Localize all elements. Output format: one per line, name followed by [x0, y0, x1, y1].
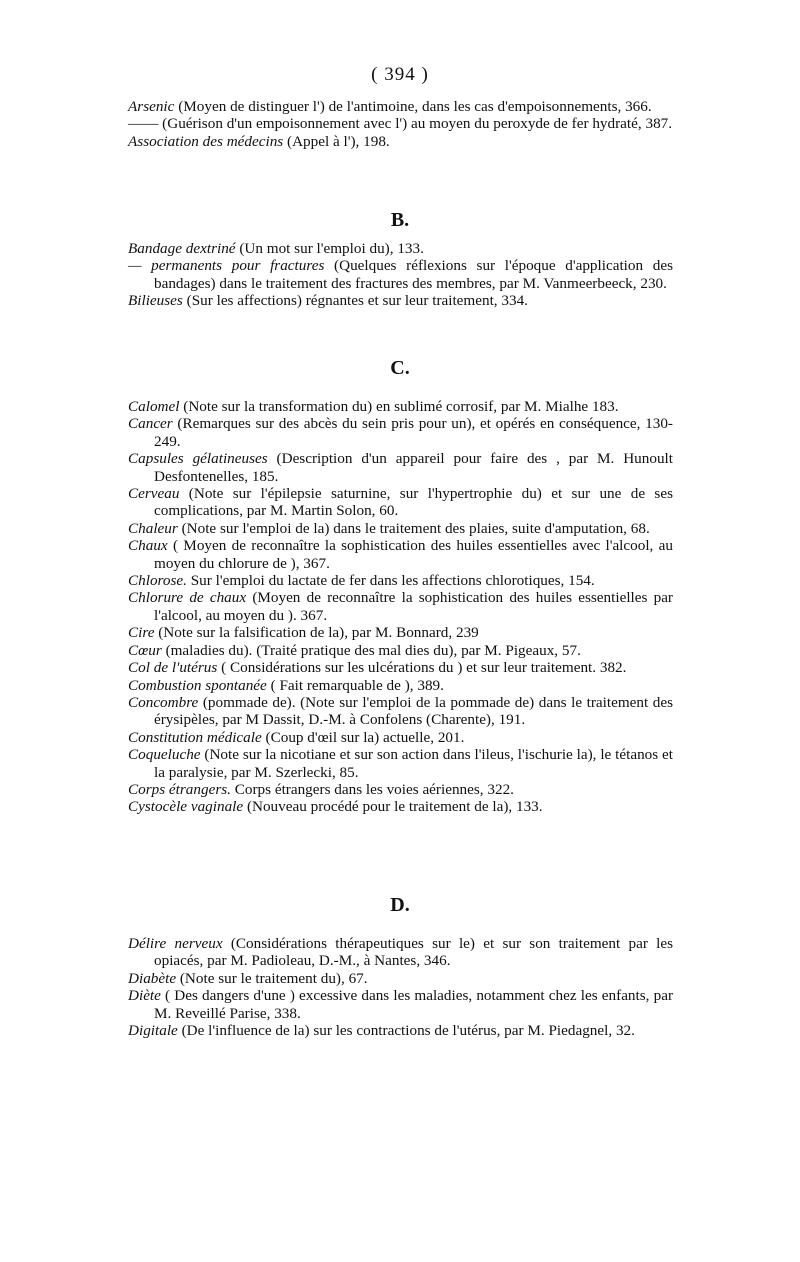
index-entry	[128, 589, 673, 624]
entry-text: (Moyen de reconnaître la sophistication des huiles essentielles par l'alcool, au moyen du ). 367.	[154, 589, 673, 624]
entry-term: Col de l'utérus	[128, 659, 218, 677]
entry-term: — permanents pour fractures	[128, 257, 325, 275]
entry-term: ——	[128, 115, 159, 133]
entry-term: Coqueluche	[128, 746, 201, 764]
entry-text: (Appel à l'), 198.	[283, 132, 390, 150]
entry-text: (Note sur l'emploi de la) dans le traitement des plaies, suite d'amputation, 68.	[177, 519, 650, 537]
entry-text: (Note sur le traitement du), 67.	[176, 969, 368, 987]
index-entry	[128, 1022, 673, 1039]
index-entry	[128, 537, 673, 572]
index-entry	[128, 642, 673, 659]
index-entry	[128, 987, 673, 1022]
entry-term: Chlorure de chaux	[128, 589, 247, 607]
index-entry	[128, 677, 673, 694]
entry-term: Cœur	[128, 641, 162, 659]
entry-text: (Nouveau procédé pour le traitement de la), 133.	[243, 798, 543, 816]
page-number: ( 394 )	[371, 64, 429, 85]
index-entry	[128, 240, 673, 257]
entry-text: (De l'influence de la) sur les contractions de l'utérus, par M. Piedagnel, 32.	[177, 1022, 635, 1040]
index-entry	[128, 485, 673, 520]
section-b	[128, 240, 673, 310]
entry-text: ( Des dangers d'une ) excessive dans les maladies, notamment chez les enfants, par M. Reveillé Parise, 338.	[154, 987, 673, 1022]
entry-text: (Note sur la falsification de la), par M. Bonnard, 239	[154, 624, 479, 642]
index-entry	[128, 746, 673, 781]
entry-term: Bilieuses	[128, 292, 183, 310]
entry-text: (Note sur la nicotiane et sur son action dans l'ileus, l'ischurie la), le tétanos et la paralysie, par M. Szerlecki, 85.	[154, 746, 673, 781]
section-letter-b: B.	[390, 209, 410, 231]
entry-term: Chaleur	[128, 519, 178, 537]
entry-term: Constitution médicale	[128, 728, 262, 746]
entry-text: ( Considérations sur les ulcérations du ) et sur leur traitement. 382.	[217, 659, 627, 677]
entry-term: Chlorose.	[128, 572, 187, 590]
entry-term: Cancer	[128, 415, 173, 433]
entry-text: (maladies du). (Traité pratique des mal dies du), par M. Pigeaux, 57.	[161, 641, 581, 659]
index-entry	[128, 98, 673, 115]
entry-term: Digitale	[128, 1022, 178, 1040]
index-entry	[128, 133, 673, 150]
entry-text: (Considérations thérapeutiques sur le) et sur son traitement par les opiacés, par M. Padioleau, D.-M., à Nantes, 346.	[154, 935, 674, 970]
index-entry	[128, 781, 673, 798]
entry-term: Diabète	[128, 969, 177, 987]
index-entry	[128, 115, 673, 132]
index-entry	[128, 257, 673, 292]
index-entry	[128, 520, 673, 537]
entry-term: Cerveau	[128, 485, 180, 503]
section-letter-c: C.	[390, 357, 410, 379]
entry-term: Délire nerveux	[128, 935, 223, 952]
section-a	[128, 98, 673, 150]
entry-text: (Note sur l'épilepsie saturnine, sur l'hypertrophie du) et sur une de ses complications, par M. Martin Solon, 60.	[154, 485, 673, 520]
entry-text: (pommade de). (Note sur l'emploi de la pommade de) dans le traitement des érysipèles, par M Dassit, D.-M. à Confolens (Charente), 191.	[154, 693, 673, 729]
section-letter-d: D.	[390, 894, 410, 916]
entry-text: Corps étrangers dans les voies aériennes, 322.	[230, 780, 514, 798]
entry-term: Arsenic	[128, 98, 175, 115]
entry-term: Capsules gélatineuses	[128, 450, 268, 468]
index-entry	[128, 450, 673, 485]
entry-term: Association des médecins	[128, 132, 284, 150]
entry-term: Chaux	[128, 537, 168, 555]
index-entry	[128, 624, 673, 641]
index-entry	[128, 694, 673, 729]
entry-term: Bandage dextriné	[128, 240, 236, 257]
entry-term: Combustion spontanée	[128, 676, 267, 694]
entry-term: Calomel	[128, 398, 180, 415]
index-entry	[128, 572, 673, 589]
entry-text: ( Moyen de reconnaître la sophistication des huiles essentielles avec l'alcool, au moyen du chlorure de ), 367.	[154, 537, 673, 572]
index-entry	[128, 798, 673, 815]
entry-text: (Note sur la transformation du) en sublimé corrosif, par M. Mialhe 183.	[179, 398, 619, 415]
entry-text: ( Fait remarquable de ), 389.	[266, 676, 444, 694]
entry-text: (Description d'un appareil pour faire des , par M. Hunoult Desfontenelles, 185.	[154, 450, 673, 485]
index-entry	[128, 398, 673, 415]
index-entry	[128, 415, 673, 450]
section-c	[128, 398, 673, 816]
section-d	[128, 935, 673, 1039]
index-entry	[128, 659, 673, 676]
entry-text: (Quelques réflexions sur l'époque d'application des bandages) dans le traitement des fractures des membres, par M. Vanmeerbeeck, 230.	[154, 257, 673, 292]
index-entry	[128, 935, 673, 970]
entry-term: Cystocèle vaginale	[128, 798, 244, 816]
entry-text: (Moyen de distinguer l') de l'antimoine, dans les cas d'empoisonnements, 366.	[174, 98, 652, 115]
entry-term: Corps étrangers.	[128, 780, 231, 798]
entry-text: (Remarques sur des abcès du sein pris pour un), et opérés en conséquence, 130-249.	[154, 415, 673, 450]
entry-text: (Un mot sur l'emploi du), 133.	[235, 240, 424, 257]
entry-term: Concombre	[128, 693, 199, 711]
entry-text: (Sur les affections) régnantes et sur leur traitement, 334.	[182, 292, 528, 310]
index-entry	[128, 292, 673, 309]
entry-term: Diète	[128, 987, 161, 1005]
entry-text: (Coup d'œil sur la) actuelle, 201.	[261, 728, 465, 746]
entry-term: Cire	[128, 624, 155, 642]
entry-text: (Guérison d'un empoisonnement avec l') au moyen du peroxyde de fer hydraté, 387.	[158, 115, 673, 133]
entry-text: Sur l'emploi du lactate de fer dans les affections chlorotiques, 154.	[186, 572, 595, 590]
index-entry	[128, 729, 673, 746]
index-entry	[128, 970, 673, 987]
